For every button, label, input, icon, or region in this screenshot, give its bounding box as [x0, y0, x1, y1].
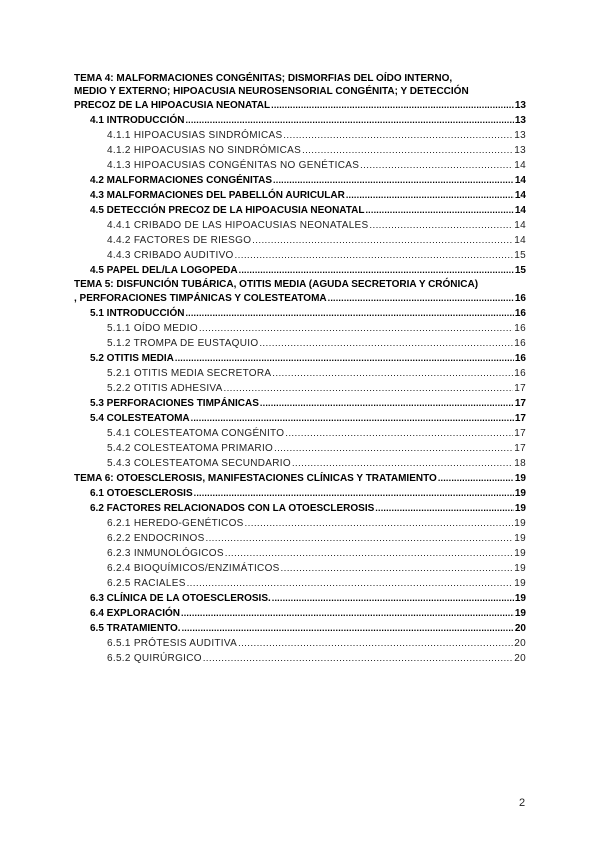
dot-leader [185, 113, 513, 128]
dot-leader [194, 486, 514, 501]
toc-entry-title: 6.3 CLÍNICA DE LA OTOESCLEROSIS. [90, 593, 271, 604]
toc-entry[interactable] [74, 218, 526, 233]
toc-entry-title: 4.1.2 HIPOACUSIAS NO SINDRÓMICAS [107, 145, 302, 156]
toc-entry[interactable] [74, 576, 526, 591]
toc-entry-title: 4.4.1 CRIBADO DE LAS HIPOACUSIAS NEONATALES [107, 220, 369, 231]
dot-leader [273, 173, 514, 188]
toc-entry-title: 5.2.2 OTITIS ADHESIVA [107, 383, 223, 394]
toc-entry-title: 6.2.5 RACIALES [107, 578, 186, 589]
dot-leader [203, 651, 513, 666]
toc-entry[interactable] [74, 351, 526, 366]
toc-page-number: 13 [514, 145, 526, 156]
toc-page-number: 13 [514, 100, 526, 111]
toc-entry[interactable] [74, 441, 526, 456]
toc-page-number: 19 [514, 473, 526, 484]
toc-entry[interactable] [74, 173, 526, 188]
toc-entry-title: 6.2.3 INMUNOLÓGICOS [107, 548, 224, 559]
toc-entry-title: 5.1.1 OÍDO MEDIO [107, 323, 198, 334]
toc-page-number: 20 [514, 653, 526, 664]
toc-page-number: 17 [514, 443, 526, 454]
dot-leader [239, 263, 514, 278]
toc-entry[interactable] [74, 561, 526, 576]
toc-entry-title: 6.5 TRATAMIENTO. [90, 623, 181, 634]
toc-entry[interactable] [74, 72, 526, 113]
toc-page-number: 17 [514, 413, 526, 424]
toc-entry-title: 4.5 PAPEL DEL/LA LOGOPEDA [90, 265, 238, 276]
toc-entry-title: 4.4.2 FACTORES DE RIESGO [107, 235, 252, 246]
toc-entry-title: 6.2.1 HEREDO-GENÉTICOS [107, 518, 244, 529]
toc-entry-title: 5.4.2 COLESTEATOMA PRIMARIO [107, 443, 274, 454]
toc-entry-title: , PERFORACIONES TIMPÁNICAS Y COLESTEATOMA [74, 293, 327, 304]
toc-page-number: 19 [514, 533, 526, 544]
toc-page-number: 18 [514, 458, 526, 469]
toc-entry-title: 4.4.3 CRIBADO AUDITIVO [107, 250, 234, 261]
toc-heading-line: MEDIO Y EXTERNO; HIPOACUSIA NEUROSENSORIAL CONGÉNITA; Y DETECCIÓN [74, 86, 469, 97]
toc-entry-title: 6.1 OTOESCLEROSIS [90, 488, 193, 499]
dot-leader [191, 411, 514, 426]
toc-entry-title: 5.4.3 COLESTEATOMA SECUNDARIO [107, 458, 291, 469]
page-number: 2 [519, 797, 526, 809]
toc-entry[interactable] [74, 426, 526, 441]
toc-entry[interactable] [74, 336, 526, 351]
toc-entry-title: 6.4 EXPLORACIÓN [90, 608, 181, 619]
dot-leader [235, 248, 514, 263]
dot-leader [245, 516, 514, 531]
toc-page-number: 16 [514, 338, 526, 349]
dot-leader [360, 158, 513, 173]
dot-leader [187, 576, 514, 591]
dot-leader [272, 591, 514, 606]
dot-leader [259, 336, 513, 351]
toc-page-number: 19 [514, 593, 526, 604]
dot-leader [185, 306, 513, 321]
toc-entry-title: 4.2 MALFORMACIONES CONGÉNITAS [90, 175, 273, 186]
toc-entry[interactable] [74, 621, 526, 636]
toc-entry[interactable] [74, 396, 526, 411]
dot-leader [175, 351, 514, 366]
toc-entry-title: 5.1 INTRODUCCIÓN [90, 308, 185, 319]
toc-page-number: 17 [514, 383, 526, 394]
toc-entry[interactable] [74, 471, 526, 486]
toc-entry[interactable] [74, 591, 526, 606]
toc-entry[interactable] [74, 651, 526, 666]
toc-page-number: 17 [514, 428, 526, 439]
dot-leader [238, 636, 513, 651]
dot-leader [274, 441, 513, 456]
dot-leader [365, 203, 513, 218]
toc-entry-title: 5.2 OTITIS MEDIA [90, 353, 174, 364]
toc-entry-title: 5.3 PERFORACIONES TIMPÁNICAS [90, 398, 259, 409]
toc-page-number: 20 [514, 623, 526, 634]
toc-entry[interactable] [74, 501, 526, 516]
dot-leader [328, 291, 514, 306]
toc-entry[interactable] [74, 636, 526, 651]
dot-leader [346, 188, 514, 203]
toc-page-number: 14 [514, 220, 526, 231]
toc-entry[interactable] [74, 531, 526, 546]
toc-page-number: 13 [514, 130, 526, 141]
toc-entry-title: 4.1.3 HIPOACUSIAS CONGÉNITAS NO GENÉTICAS [107, 160, 360, 171]
dot-leader [252, 233, 513, 248]
toc-page-number: 14 [514, 205, 526, 216]
toc-page-number: 20 [514, 638, 526, 649]
toc-heading-line: TEMA 5: DISFUNCIÓN TUBÁRICA, OTITIS MEDIA (AGUDA SECRETORIA Y CRÓNICA) [74, 279, 479, 290]
toc-entry[interactable] [74, 143, 526, 158]
toc-entry[interactable] [74, 203, 526, 218]
dot-leader [271, 98, 514, 113]
toc-entry[interactable] [74, 306, 526, 321]
toc-page-number: 13 [514, 115, 526, 126]
dot-leader [206, 531, 514, 546]
dot-leader [260, 396, 514, 411]
toc-page-number: 19 [514, 488, 526, 499]
dot-leader [292, 456, 513, 471]
toc-entry-title: 5.4.1 COLESTEATOMA CONGÉNITO [107, 428, 285, 439]
toc-page-number: 19 [514, 563, 526, 574]
dot-leader [181, 606, 514, 621]
dot-leader [302, 143, 513, 158]
toc-entry[interactable] [74, 263, 526, 278]
toc-entry[interactable] [74, 606, 526, 621]
toc-entry-title: PRECOZ DE LA HIPOACUSIA NEONATAL [74, 100, 271, 111]
toc-entry-title: 6.5.2 QUIRÚRGICO [107, 653, 202, 664]
toc-page-number: 14 [514, 190, 526, 201]
toc-page-number: 17 [514, 398, 526, 409]
toc-page-number: 16 [514, 368, 526, 379]
dot-leader [182, 621, 514, 636]
dot-leader [224, 381, 514, 396]
toc-entry[interactable] [74, 113, 526, 128]
toc-entry-title: 6.5.1 PRÓTESIS AUDITIVA [107, 638, 238, 649]
toc-page-number: 16 [514, 323, 526, 334]
toc-entry-title: 5.2.1 OTITIS MEDIA SECRETORA [107, 368, 272, 379]
toc-entry-title: 5.4 COLESTEATOMA [90, 413, 190, 424]
toc-entry[interactable] [74, 233, 526, 248]
toc-page-number: 19 [514, 578, 526, 589]
dot-leader [285, 426, 513, 441]
toc-entry-title: 4.3 MALFORMACIONES DEL PABELLÓN AURICULAR [90, 190, 345, 201]
toc-heading-line: TEMA 4: MALFORMACIONES CONGÉNITAS; DISMORFIAS DEL OÍDO INTERNO, [74, 73, 453, 84]
toc-page-number: 19 [514, 608, 526, 619]
dot-leader [375, 501, 514, 516]
toc-entry-title: 4.5 DETECCIÓN PRECOZ DE LA HIPOACUSIA NEONATAL [90, 205, 365, 216]
toc-page-number: 16 [514, 353, 526, 364]
toc-page-number: 16 [514, 308, 526, 319]
toc-entry[interactable] [74, 366, 526, 381]
toc-entry-title: 6.2.4 BIOQUÍMICOS/ENZIMÁTICOS [107, 563, 280, 574]
toc-page-number: 19 [514, 548, 526, 559]
toc-page-number: 19 [514, 503, 526, 514]
toc-entry[interactable] [74, 546, 526, 561]
toc-entry-title: 6.2.2 ENDOCRINOS [107, 533, 205, 544]
dot-leader [283, 128, 513, 143]
toc-entry[interactable] [74, 486, 526, 501]
dot-leader [438, 471, 514, 486]
dot-leader [281, 561, 514, 576]
toc-entry[interactable] [74, 321, 526, 336]
toc-page-number: 15 [514, 265, 526, 276]
toc-entry-title: 4.1.1 HIPOACUSIAS SINDRÓMICAS [107, 130, 283, 141]
toc-entry[interactable] [74, 381, 526, 396]
toc-entry[interactable] [74, 411, 526, 426]
toc-page-number: 15 [514, 250, 526, 261]
toc-entry-title: 5.1.2 TROMPA DE EUSTAQUIO [107, 338, 259, 349]
toc-page-number: 14 [514, 160, 526, 171]
toc-entry[interactable] [74, 456, 526, 471]
toc-page-number: 14 [514, 175, 526, 186]
dot-leader [370, 218, 514, 233]
toc-entry-title: 4.1 INTRODUCCIÓN [90, 115, 185, 126]
toc-entry-title: 6.2 FACTORES RELACIONADOS CON LA OTOESCLEROSIS [90, 503, 375, 514]
toc-entry[interactable] [74, 158, 526, 173]
toc-entry[interactable] [74, 128, 526, 143]
toc-entry[interactable] [74, 248, 526, 263]
dot-leader [199, 321, 513, 336]
dot-leader [225, 546, 513, 561]
table-of-contents [74, 72, 526, 666]
toc-page-number: 19 [514, 518, 526, 529]
toc-entry[interactable] [74, 188, 526, 203]
toc-page-number: 14 [514, 235, 526, 246]
toc-entry[interactable] [74, 278, 526, 306]
toc-entry-title: TEMA 6: OTOESCLEROSIS, MANIFESTACIONES CLÍNICAS Y TRATAMIENTO [74, 473, 437, 484]
dot-leader [272, 366, 513, 381]
toc-page-number: 16 [514, 293, 526, 304]
toc-entry[interactable] [74, 516, 526, 531]
